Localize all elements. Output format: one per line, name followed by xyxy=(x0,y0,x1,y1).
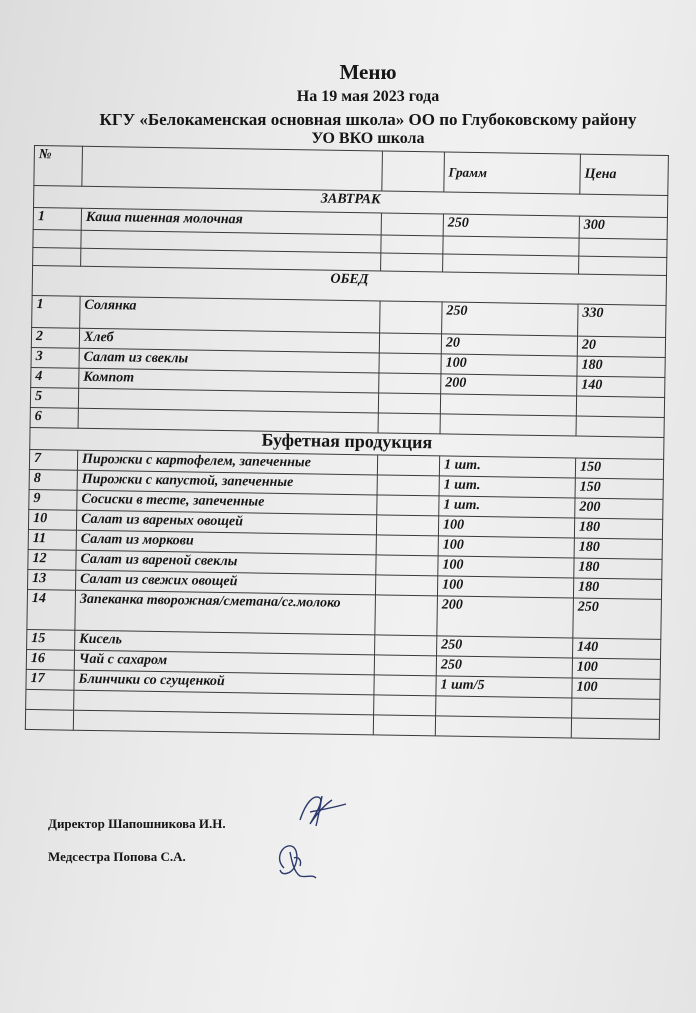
empty-cell xyxy=(373,715,435,736)
row-extra xyxy=(375,575,437,596)
row-extra xyxy=(374,675,436,696)
document-date: На 19 мая 2023 года xyxy=(296,88,440,105)
empty-cell xyxy=(443,236,579,256)
row-extra xyxy=(378,413,440,434)
row-num: 2 xyxy=(31,327,79,348)
row-extra xyxy=(376,515,438,536)
row-name: Блинчики со сгущенкой xyxy=(74,670,374,695)
row-name: Салат из свежих овощей xyxy=(76,570,376,595)
row-extra xyxy=(380,301,442,334)
section-title-buffet: Буфетная продукция xyxy=(30,427,664,459)
row-name: Кисель xyxy=(75,630,375,655)
row-extra xyxy=(381,213,443,236)
row-gram: 250 xyxy=(443,214,579,238)
row-num: 10 xyxy=(28,509,76,530)
row-name: Солянка xyxy=(80,296,380,333)
row-extra xyxy=(378,393,440,414)
row-gram: 200 xyxy=(441,374,577,396)
row-extra xyxy=(376,555,438,576)
row-name: Салат из вареных овощей xyxy=(76,510,376,535)
row-num: 12 xyxy=(28,549,76,570)
row-gram: 100 xyxy=(437,576,573,598)
row-name: Чай с сахаром xyxy=(74,650,374,675)
row-price: 180 xyxy=(573,578,661,599)
row-price: 180 xyxy=(574,558,662,579)
empty-cell xyxy=(381,235,443,254)
empty-cell xyxy=(26,689,74,710)
row-num: 6 xyxy=(30,407,78,428)
row-price: 180 xyxy=(574,538,662,559)
row-gram: 200 xyxy=(437,596,574,638)
row-extra xyxy=(379,333,441,354)
director-signature-icon xyxy=(292,790,352,830)
empty-cell xyxy=(73,710,373,735)
row-price xyxy=(576,416,664,437)
row-name: Пирожки с капустой, запеченные xyxy=(77,470,377,495)
row-gram: 1 шт. xyxy=(439,476,575,498)
row-num: 15 xyxy=(27,629,75,650)
section-title-lunch: ОБЕД xyxy=(32,265,666,305)
row-num: 13 xyxy=(28,569,76,590)
empty-cell xyxy=(571,718,659,739)
row-price: 300 xyxy=(579,216,667,239)
row-extra xyxy=(379,373,441,394)
row-name: Запеканка творожная/сметана/сг.молоко xyxy=(75,590,376,635)
empty-cell xyxy=(579,238,667,257)
section-title-breakfast: ЗАВТРАК xyxy=(34,186,668,218)
row-price: 100 xyxy=(572,658,660,679)
header-gram: Грамм xyxy=(444,152,581,194)
row-price: 20 xyxy=(577,336,665,357)
row-price: 180 xyxy=(574,518,662,539)
row-num: 14 xyxy=(27,589,76,630)
row-gram: 250 xyxy=(436,656,572,678)
row-price: 100 xyxy=(572,678,660,699)
row-gram: 100 xyxy=(438,536,574,558)
row-price: 150 xyxy=(575,458,663,479)
empty-cell xyxy=(579,256,667,275)
row-num: 5 xyxy=(30,387,78,408)
document-title: Меню xyxy=(339,60,397,84)
menu-table-body xyxy=(25,146,668,740)
row-num: 1 xyxy=(33,208,81,231)
row-price xyxy=(576,396,664,417)
director-signature-line: Директор Шапошникова И.Н. xyxy=(48,816,226,831)
row-num: 1 xyxy=(32,295,80,328)
row-num: 11 xyxy=(28,529,76,550)
row-extra xyxy=(375,595,438,636)
row-name: Компот xyxy=(79,368,379,393)
row-price: 150 xyxy=(575,478,663,499)
row-num: 16 xyxy=(26,649,74,670)
row-num: 4 xyxy=(31,367,79,388)
row-name: Пирожки с картофелем, запеченные xyxy=(77,450,377,475)
row-num: 8 xyxy=(29,469,77,490)
empty-cell xyxy=(572,698,660,719)
row-name: Салат из моркови xyxy=(76,530,376,555)
row-price: 180 xyxy=(577,356,665,377)
row-price: 330 xyxy=(578,304,666,337)
nurse-signature-line: Медсестра Попова С.А. xyxy=(48,849,186,864)
row-extra xyxy=(377,455,439,476)
empty-cell xyxy=(443,254,579,274)
header-num: № xyxy=(34,146,83,187)
row-name: Сосиски в тесте, запеченные xyxy=(77,490,377,515)
row-name: Хлеб xyxy=(79,328,379,353)
nurse-signature-icon xyxy=(270,838,320,884)
row-gram xyxy=(440,394,576,416)
header-name xyxy=(82,146,383,191)
row-gram: 1 шт/5 xyxy=(436,676,572,698)
row-name: Салат из вареной свеклы xyxy=(76,550,376,575)
header-extra xyxy=(382,151,445,192)
row-gram: 100 xyxy=(438,556,574,578)
row-num: 7 xyxy=(29,449,77,470)
row-num: 17 xyxy=(26,669,74,690)
row-gram: 1 шт. xyxy=(439,456,575,478)
row-name: Каша пшенная молочная xyxy=(81,208,381,235)
row-extra xyxy=(374,655,436,676)
empty-cell xyxy=(25,709,73,730)
row-extra xyxy=(375,635,437,656)
empty-cell xyxy=(381,253,443,272)
empty-cell xyxy=(33,247,81,266)
row-extra xyxy=(377,475,439,496)
empty-cell xyxy=(374,695,436,716)
row-extra xyxy=(376,535,438,556)
row-num: 3 xyxy=(31,347,79,368)
row-price: 140 xyxy=(577,376,665,397)
row-price: 250 xyxy=(573,598,662,639)
row-price: 140 xyxy=(573,638,661,659)
row-extra xyxy=(379,353,441,374)
row-name: Салат из свеклы xyxy=(79,348,379,373)
row-gram: 20 xyxy=(441,334,577,356)
school-name: КГУ «Белокаменская основная школа» ОО по Глубоковскому району xyxy=(99,110,637,129)
row-gram: 250 xyxy=(442,302,578,336)
row-gram: 250 xyxy=(437,636,573,658)
empty-cell xyxy=(435,716,571,738)
row-num: 9 xyxy=(29,489,77,510)
row-gram: 100 xyxy=(438,516,574,538)
department-name: УО ВКО школа xyxy=(311,130,425,147)
header-price: Цена xyxy=(580,154,669,195)
row-gram: 1 шт. xyxy=(439,496,575,518)
empty-cell xyxy=(33,229,81,248)
row-price: 200 xyxy=(575,498,663,519)
menu-table xyxy=(25,145,669,740)
row-gram: 100 xyxy=(441,354,577,376)
empty-cell xyxy=(436,696,572,718)
row-gram xyxy=(440,414,576,436)
row-extra xyxy=(377,495,439,516)
